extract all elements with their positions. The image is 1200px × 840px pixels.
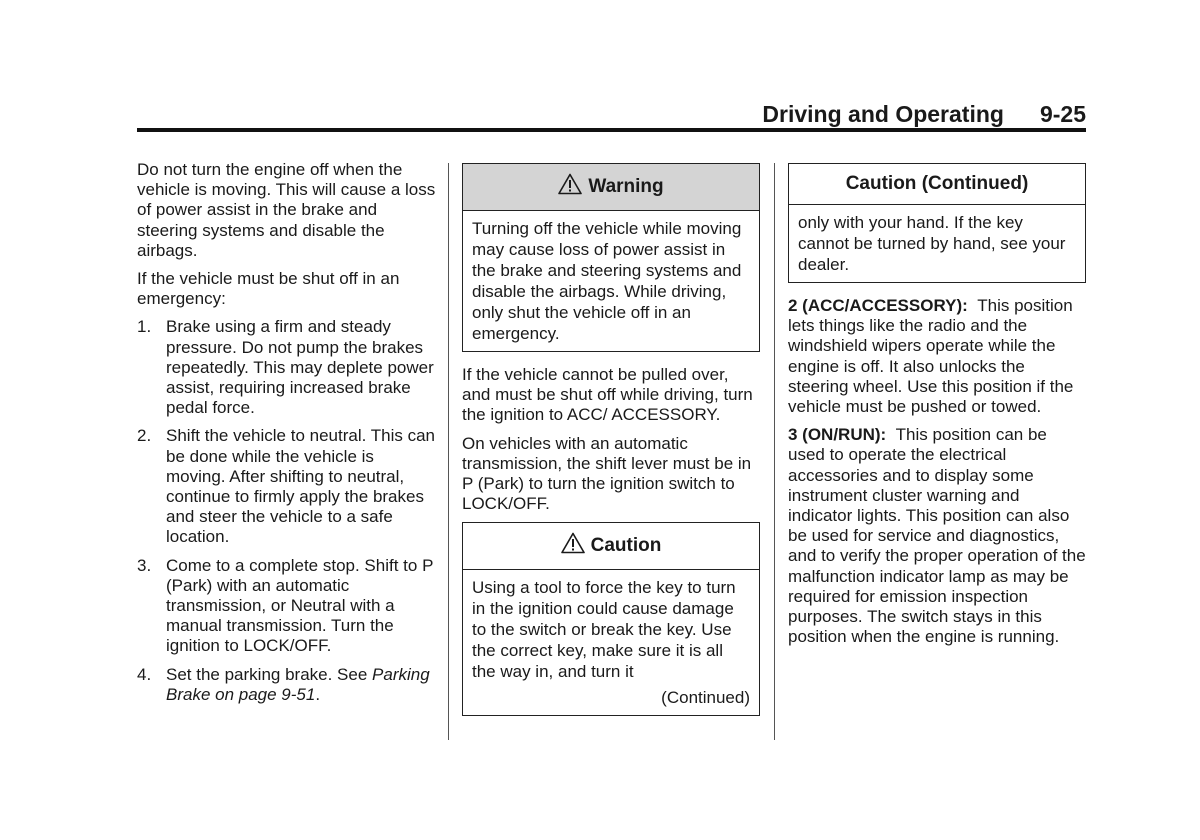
column-3 [788,163,1086,655]
step-text: Shift the vehicle to neutral. This can be done while the vehicle is moving. After shifting to neutral, continue to firmly apply the brakes and steer the vehicle to a safe location. [166,426,436,547]
caution-text: Using a tool to force the key to turn in the ignition could cause damage to the switch or break the key. Use the correct key, make sure it is all the way in, and turn it [472,578,736,682]
caution-continued-box [788,163,1086,283]
acc-paragraph [788,296,1086,417]
step-number: 4. [137,664,152,684]
caution-body [463,570,759,715]
step-number: 3. [137,555,152,575]
warning-title: Warning [588,176,664,197]
warning-header [463,164,759,211]
step-text: Set the parking brake. See [166,664,373,684]
run-paragraph [788,425,1086,647]
column-divider [774,163,775,740]
caution-continued-header: Caution (Continued) [789,164,1085,205]
page-header [137,100,1086,128]
continued-label: (Continued) [661,688,750,708]
step-text-tail: . [315,684,321,704]
warning-box [462,163,760,352]
caution-continued-body: only with your hand. If the key cannot be turned by hand, see your dealer. [798,213,1066,274]
step-text: Brake using a firm and steady pressure. Do not pump the brakes repeatedly. This may deplete power assist, requiring increased brake pedal force. [166,317,434,418]
paragraph: Do not turn the engine off when the vehicle is moving. This will cause a loss of power assist in the brake and steering systems and disable the airbags. [137,160,436,260]
step-number: 1. [137,317,152,337]
list-item [137,426,437,547]
caution-header [463,523,759,570]
list-item [137,556,437,657]
list-item [137,665,437,705]
acc-label: 2 (ACC/ACCESSORY): [788,296,968,315]
warning-triangle-icon [558,173,582,201]
section-title: Driving and Operating [762,101,1004,127]
step-number: 2. [137,426,152,446]
caution-box [462,522,760,716]
step-text: Come to a complete stop. Shift to P (Park) with an automatic transmission, or Neutral with a manual transmission. Turn the ignition to LOCK/OFF. [166,555,434,656]
paragraph: If the vehicle must be shut off in an emergency: [137,269,400,309]
cross-reference-link[interactable]: Parking Brake on page 9-51 [166,664,430,704]
acc-text: This position lets things like the radio and the windshield wipers operate while the engine is off. It also unlocks the steering wheel. Use this position if the vehicle must be pushed or towed. [788,296,1074,417]
list-item [137,317,437,418]
steps-list [137,317,437,705]
caution-title: Caution [590,535,662,557]
column-1 [137,160,437,713]
warning-triangle-icon [561,532,585,560]
page-number: 9-25 [1039,101,1086,127]
run-label: 3 (ON/RUN): [788,425,887,445]
run-text: This position can be used to operate the electrical accessories and to display some instrument cluster warning and indicator lights. This position can also be used for service and diagnostics, and to verify the proper operation of the malfunction indicator lamp as may be required for emission inspection purposes. The switch stays in this position when the engine is running. [788,425,1086,647]
column-2 [462,163,760,729]
warning-body: Turning off the vehicle while moving may cause loss of power assist in the brake and steering systems and disable the airbags. While driving, only shut the vehicle off in an emergency. [472,219,742,343]
paragraph: On vehicles with an automatic transmission, the shift lever must be in P (Park) to turn the ignition switch to LOCK/OFF. [462,433,752,514]
paragraph: If the vehicle cannot be pulled over, and must be shut off while driving, turn the ignition to ACC/ ACCESSORY. [462,365,753,425]
column-divider [448,163,449,740]
header-rule [137,128,1086,132]
